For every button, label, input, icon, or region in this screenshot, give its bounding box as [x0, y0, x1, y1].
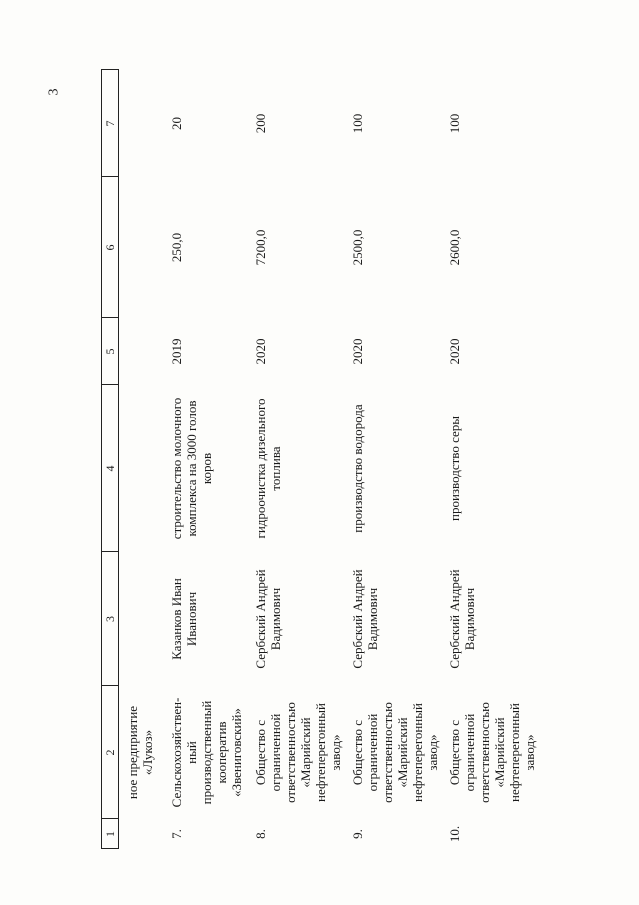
carry-over-org-name: ное предприятие «Лукоз»: [125, 705, 155, 800]
row-number: 9.: [350, 829, 365, 839]
head-name: Сербский Андрей Вадимович: [253, 569, 283, 669]
project-year: 2019: [169, 338, 184, 365]
organization-name: Общество с ограниченной ответственностью «Марийский нефтеперегонный завод»: [253, 702, 343, 803]
jobs-count: 100: [447, 113, 462, 134]
head-name: Сербский Андрей Вадимович: [350, 569, 380, 669]
column-header-5: 5: [103, 348, 117, 355]
investment-amount: 250,0: [169, 232, 184, 263]
column-header-1: 1: [103, 831, 117, 837]
column-header-4: 4: [103, 465, 117, 472]
project-year: 2020: [447, 338, 462, 365]
row-number: 10.: [447, 825, 462, 843]
jobs-count: 100: [350, 113, 365, 134]
head-name: Сербский Андрей Вадимович: [447, 569, 477, 669]
project-description: производство серы: [447, 415, 462, 522]
jobs-count: 20: [169, 117, 184, 130]
column-header-3: 3: [103, 616, 117, 622]
projects-table: [101, 69, 537, 849]
row-number: 7.: [169, 829, 184, 839]
organization-name: Общество с ограниченной ответственностью «Марийский нефтеперегонный завод»: [447, 702, 537, 803]
jobs-count: 200: [253, 113, 268, 134]
column-header-7: 7: [103, 120, 117, 127]
investment-amount: 7200,0: [253, 229, 268, 266]
head-name: Казанков Иван Иванович: [169, 578, 199, 660]
row-number: 8.: [253, 829, 268, 839]
project-description: производство водорода: [350, 404, 365, 533]
investment-amount: 2500,0: [350, 229, 365, 266]
column-header-6: 6: [103, 244, 117, 251]
project-description: гидроочистка дизельного топлива: [253, 398, 283, 539]
project-year: 2020: [350, 338, 365, 365]
header-bottom-border: [118, 69, 119, 849]
project-year: 2020: [253, 338, 268, 365]
organization-name: Общество с ограниченной ответственностью «Марийский нефтеперегонный завод»: [350, 702, 440, 803]
page-number: 3: [46, 88, 62, 96]
project-description: строительство молочного комплекса на 3000 голов коров: [169, 397, 214, 540]
investment-amount: 2600,0: [447, 229, 462, 266]
organization-name: Сельскохозяйствен- ный производственный кооператив «Звениговский»: [169, 697, 244, 808]
column-header-2: 2: [103, 749, 117, 756]
